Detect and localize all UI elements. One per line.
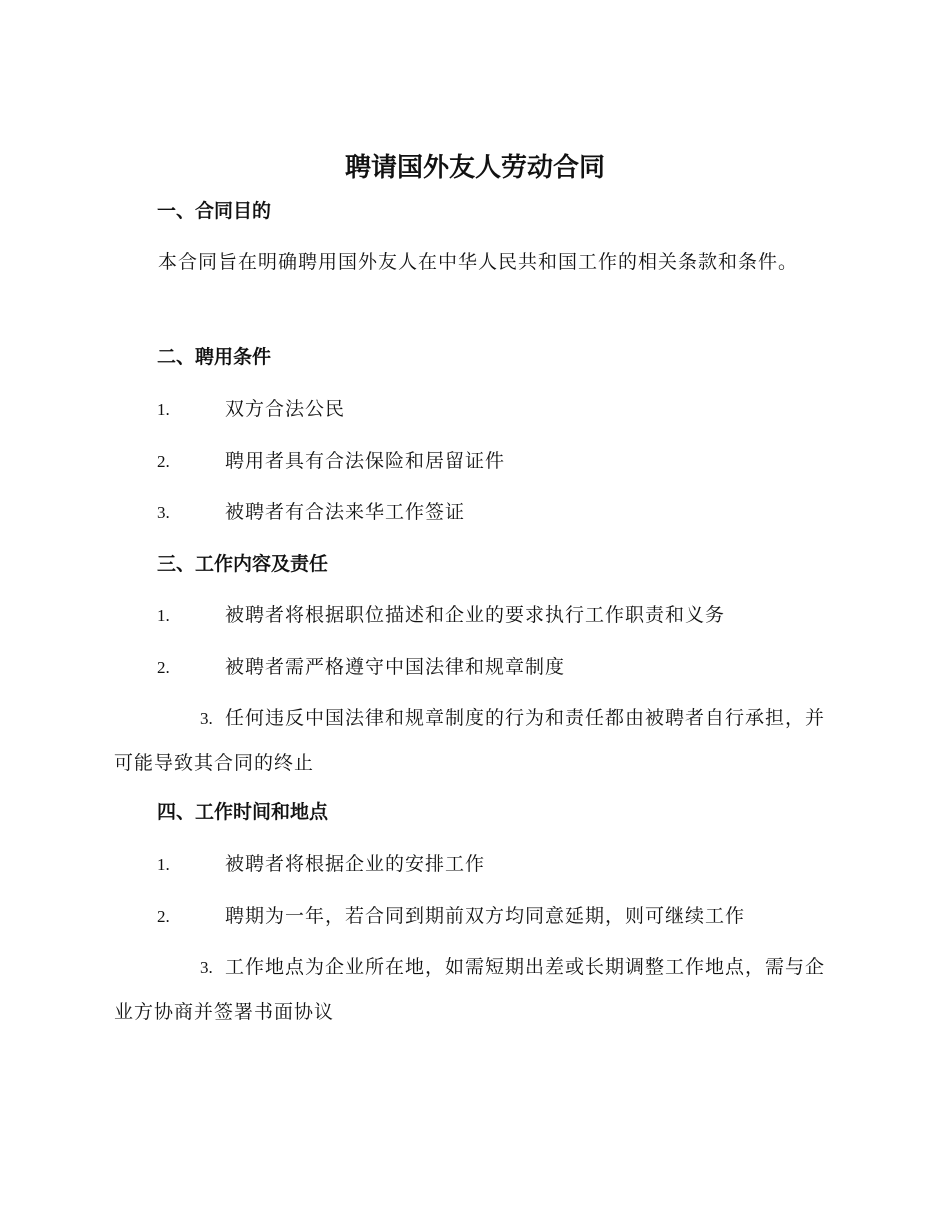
list-item-text: 被聘者有合法来华工作签证 — [225, 501, 466, 523]
list-item — [157, 851, 485, 878]
list-item-text: 任何违反中国法律和规章制度的行为和责任都由被聘者自行承担，并可能导致其合同的终止 — [114, 707, 826, 774]
list-item-text: 双方合法公民 — [225, 398, 346, 420]
list-item-number: 2. — [157, 658, 170, 677]
list-item-number: 3. — [200, 709, 213, 728]
list-item-number: 2. — [157, 907, 170, 926]
list-item — [157, 903, 745, 930]
section-heading-purpose: 一、合同目的 — [157, 200, 272, 222]
list-item-text: 工作地点为企业所在地，如需短期出差或长期调整工作地点，需与企业方协商并签署书面协议 — [114, 956, 826, 1023]
list-item — [157, 499, 465, 526]
list-item-text: 被聘者将根据职位描述和企业的要求执行工作职责和义务 — [225, 604, 726, 626]
list-item — [157, 654, 565, 681]
list-item — [114, 696, 844, 785]
list-item-text: 被聘者将根据企业的安排工作 — [225, 853, 486, 875]
list-item-text: 被聘者需严格遵守中国法律和规章制度 — [225, 656, 566, 678]
document-title: 聘请国外友人劳动合同 — [344, 153, 605, 183]
list-item — [114, 945, 844, 1034]
list-item — [157, 396, 345, 423]
list-item — [157, 602, 725, 629]
section-heading-time-place: 四、工作时间和地点 — [157, 801, 329, 823]
section-paragraph-purpose: 本合同旨在明确聘用国外友人在中华人民共和国工作的相关条款和条件。 — [158, 251, 799, 273]
list-item — [157, 448, 505, 475]
list-item-text: 聘用者具有合法保险和居留证件 — [225, 450, 506, 472]
list-item-number: 1. — [157, 400, 170, 419]
list-item-text: 聘期为一年，若合同到期前双方均同意延期，则可继续工作 — [225, 905, 746, 927]
list-item-number: 1. — [157, 855, 170, 874]
section-heading-duties: 三、工作内容及责任 — [157, 553, 329, 575]
section-heading-conditions: 二、聘用条件 — [157, 346, 272, 368]
list-item-number: 3. — [157, 503, 170, 522]
list-item-number: 3. — [200, 958, 213, 977]
list-item-number: 2. — [157, 452, 170, 471]
list-item-number: 1. — [157, 606, 170, 625]
